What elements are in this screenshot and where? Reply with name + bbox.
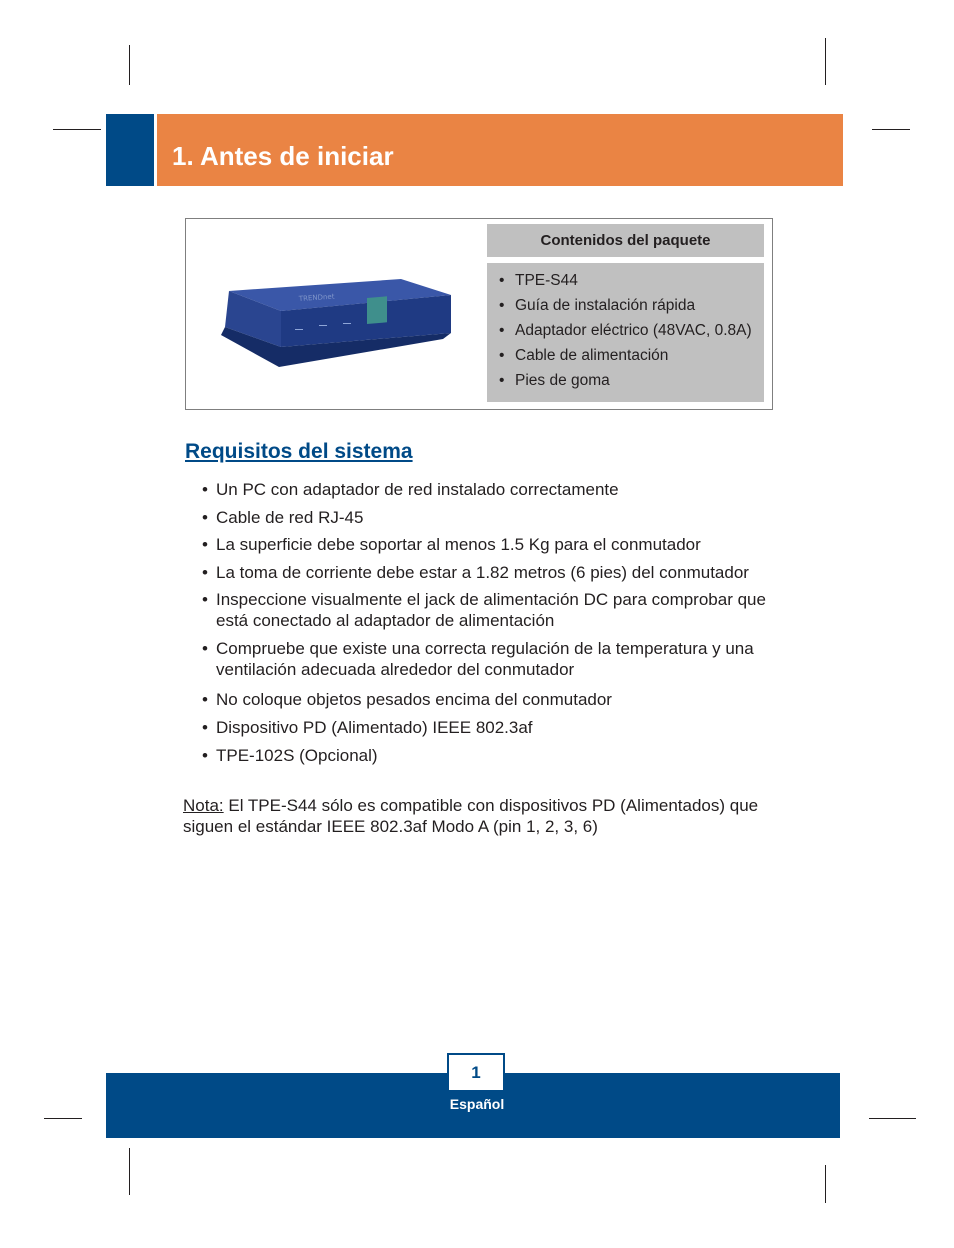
crop-mark — [129, 45, 130, 85]
list-item: • TPE-S44 — [498, 268, 752, 293]
list-item: • Un PC con adaptador de red instalado correctamente — [200, 479, 786, 500]
note-label: Nota: — [183, 796, 224, 815]
page-title: 1. Antes de iniciar — [172, 141, 394, 171]
list-item: • Pies de goma — [498, 368, 752, 393]
crop-mark — [825, 38, 826, 85]
package-contents-heading: Contenidos del paquete — [487, 224, 764, 257]
list-item: • TPE-102S (Opcional) — [200, 745, 786, 766]
svg-text:TRENDnet: TRENDnet — [298, 292, 335, 303]
list-item: • Cable de alimentación — [498, 343, 752, 368]
list-item: • La toma de corriente debe estar a 1.82 metros (6 pies) del conmutador — [200, 562, 786, 583]
header-accent-block — [106, 114, 154, 186]
crop-mark — [825, 1165, 826, 1203]
requirements-heading: Requisitos del sistema — [185, 440, 413, 463]
list-item: • La superficie debe soportar al menos 1.5 Kg para el conmutador — [200, 534, 786, 555]
crop-mark — [44, 1118, 82, 1119]
page-number: 1 — [447, 1053, 505, 1092]
list-item: • Guía de instalación rápida — [498, 293, 752, 318]
list-item: • Compruebe que existe una correcta regulación de la temperatura y una ventilación adecuada alrededor del conmutador — [200, 638, 786, 680]
language-label: Español — [449, 1096, 505, 1112]
list-item: • Cable de red RJ-45 — [200, 507, 786, 528]
list-item: • No coloque objetos pesados encima del conmutador — [200, 689, 786, 710]
crop-mark — [53, 129, 101, 130]
note-text: El TPE-S44 sólo es compatible con dispositivos PD (Alimentados) que siguen el estándar IEEE 802.3af Modo A (pin 1, 2, 3, 6) — [183, 796, 759, 836]
list-item: • Inspeccione visualmente el jack de alimentación DC para comprobar que está conectado al adaptador de alimentación — [200, 589, 786, 631]
crop-mark — [869, 1118, 916, 1119]
list-item: • Adaptador eléctrico (48VAC, 0.8A) — [498, 318, 752, 343]
note-paragraph — [183, 795, 773, 837]
crop-mark — [129, 1148, 130, 1195]
network-switch-icon — [219, 275, 453, 371]
list-item: • Dispositivo PD (Alimentado) IEEE 802.3af — [200, 717, 786, 738]
package-list — [498, 268, 752, 393]
crop-mark — [872, 129, 910, 130]
